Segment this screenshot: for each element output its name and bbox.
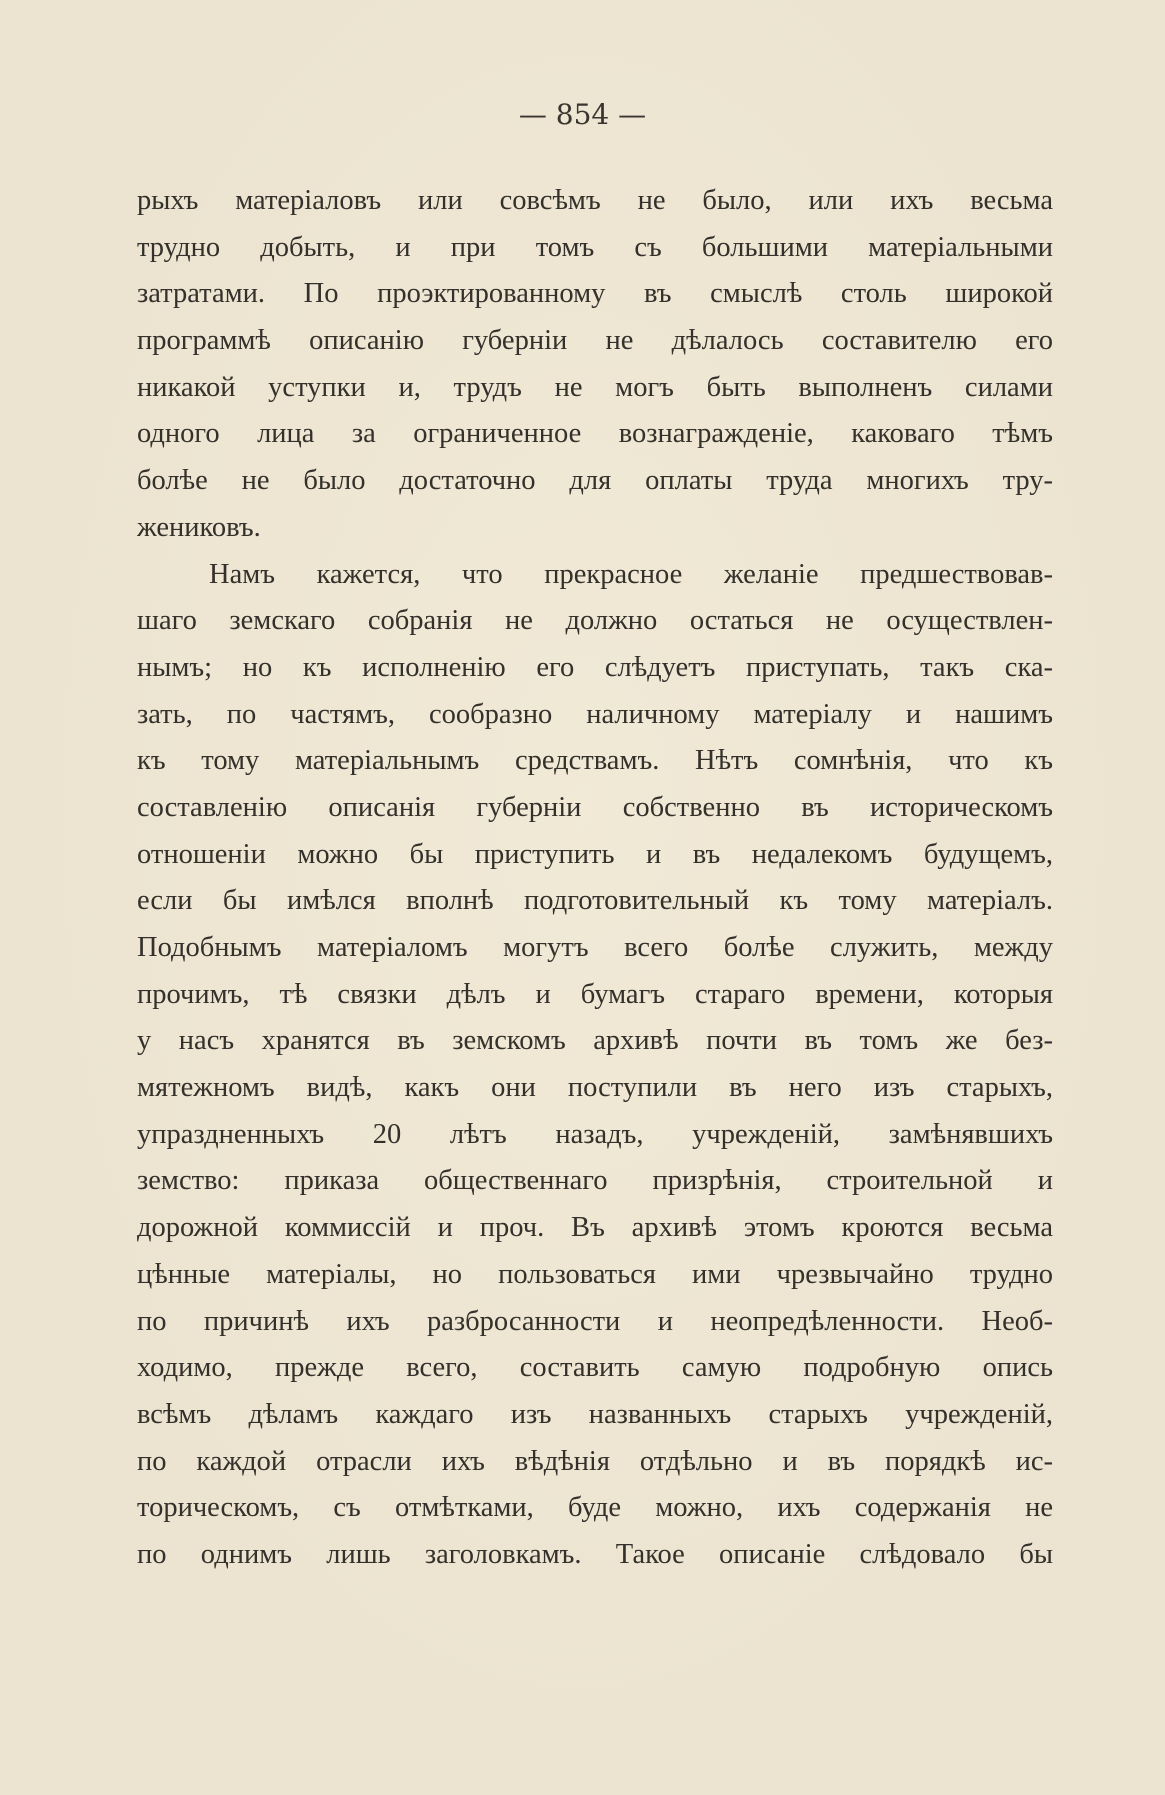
text-line: всѣмъ дѣламъ каждаго изъ названныхъ старыхъ учрежденій, bbox=[137, 1398, 1053, 1430]
text-line: дорожной коммиссій и проч. Въ архивѣ этомъ кроются весьма bbox=[137, 1212, 1053, 1244]
text-line: цѣнные матеріалы, но пользоваться ими чрезвычайно трудно bbox=[137, 1258, 1053, 1290]
body-text bbox=[137, 178, 1053, 1579]
text-line: Подобнымъ матеріаломъ могутъ всего болѣе служить, между bbox=[137, 932, 1053, 963]
text-line: торическомъ, съ отмѣтками, буде можно, ихъ содержанія не bbox=[137, 1492, 1053, 1524]
text-line: программѣ описанію губерніи не дѣлалось составителю его bbox=[137, 325, 1053, 357]
text-line: земство: приказа общественнаго призрѣнія, строительной и bbox=[137, 1165, 1053, 1197]
text-line: отношеніи можно бы приступить и въ недалекомъ будущемъ, bbox=[137, 838, 1053, 870]
page-number: — 854 — bbox=[518, 98, 647, 131]
text-line: составленію описанія губерніи собственно въ историческомъ bbox=[137, 791, 1053, 823]
text-line: болѣе не было достаточно для оплаты труда многихъ тру- bbox=[137, 465, 1053, 497]
text-line: если бы имѣлся вполнѣ подготовительный къ тому матеріалъ. bbox=[137, 885, 1053, 917]
text-line: по однимъ лишь заголовкамъ. Такое описаніе слѣдовало бы bbox=[137, 1538, 1053, 1570]
text-line: ходимо, прежде всего, составить самую подробную опись bbox=[137, 1352, 1053, 1384]
text-line: по каждой отрасли ихъ вѣдѣнія отдѣльно и въ порядкѣ ис- bbox=[137, 1445, 1053, 1477]
text-line: трудно добыть, и при томъ съ большими матеріальными bbox=[137, 231, 1053, 263]
text-line: затратами. По проэктированному въ смыслѣ столь широкой bbox=[137, 278, 1053, 310]
text-line: упраздненныхъ 20 лѣтъ назадъ, учрежденій, замѣнявшихъ bbox=[137, 1118, 1053, 1150]
text-line: по причинѣ ихъ разбросанности и неопредѣленности. Необ- bbox=[137, 1305, 1053, 1337]
text-line: никакой уступки и, трудъ не могъ быть выполненъ силами bbox=[137, 371, 1053, 403]
text-line: мятежномъ видѣ, какъ они поступили въ него изъ старыхъ, bbox=[137, 1072, 1053, 1104]
text-line: къ тому матеріальнымъ средствамъ. Нѣтъ сомнѣнія, что къ bbox=[137, 745, 1053, 777]
text-line: зать, по частямъ, сообразно наличному матеріалу и нашимъ bbox=[137, 698, 1053, 730]
text-line: одного лица за ограниченное вознагражденіе, каковаго тѣмъ bbox=[137, 418, 1053, 450]
text-line: у насъ хранятся въ земскомъ архивѣ почти въ томъ же без- bbox=[137, 1025, 1053, 1057]
text-line: прочимъ, тѣ связки дѣлъ и бумагъ стараго времени, которыя bbox=[137, 978, 1053, 1010]
text-line: рыхъ матеріаловъ или совсѣмъ не было, или ихъ весьма bbox=[137, 185, 1053, 216]
paragraph-start-line: Намъ кажется, что прекрасное желаніе предшествовав- bbox=[209, 558, 1053, 590]
text-line: шаго земскаго собранія не должно остаться не осуществлен- bbox=[137, 605, 1053, 637]
paragraph-end-line: жениковъ. bbox=[137, 511, 261, 543]
text-line: нымъ; но къ исполненію его слѣдуетъ приступать, такъ ска- bbox=[137, 651, 1053, 683]
